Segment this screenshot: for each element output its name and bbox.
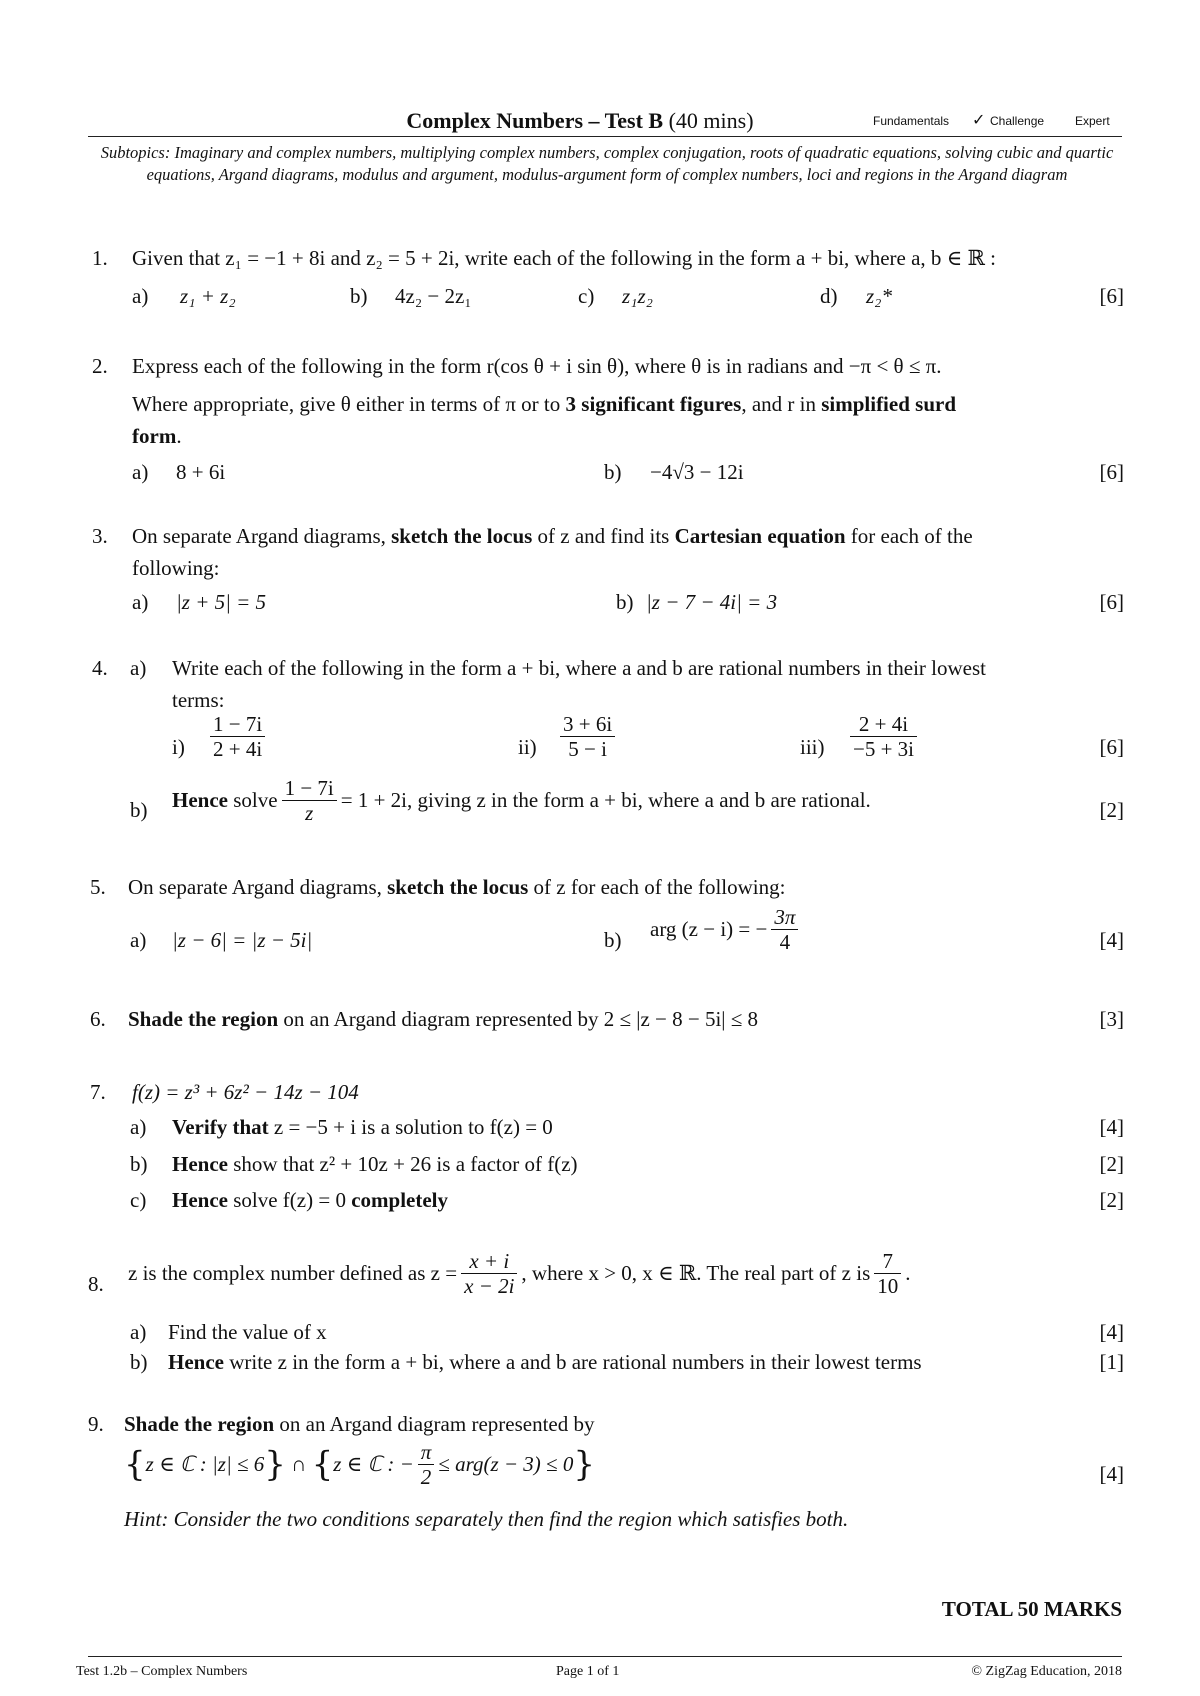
q1-stem: Given that z₁ = −1 + 8i and z₂ = 5 + 2i, write each of the following in the form a + bi, where a, b ∈ ℝ : (132, 246, 996, 270)
q1-d-label: d) (820, 284, 838, 308)
q5-stem: On separate Argand diagrams, sketch the locus of z for each of the following: (128, 875, 786, 899)
q3-a-label: a) (132, 590, 149, 614)
q4-b-marks: [2] (1099, 798, 1124, 822)
q2-stem2: Where appropriate, give θ either in terms of π or to 3 significant figures, and r in simplified surd (132, 392, 956, 416)
check-icon: ✓ (972, 112, 986, 129)
q8-a-label: a) (130, 1320, 147, 1344)
q2-number: 2. (92, 354, 108, 378)
q4-a-label: a) (130, 656, 147, 680)
q2-a: 8 + 6i (176, 460, 226, 484)
footer-page-number: Page 1 of 1 (556, 1664, 620, 1679)
q1-marks: [6] (1099, 284, 1124, 308)
q5-a: |z − 6| = |z − 5i| (172, 928, 313, 952)
q4-iii-frac: $\frac{2 + 4i}{-5 + 3i}$ (846, 712, 921, 761)
q7-b-label: b) (130, 1152, 148, 1176)
footer-divider (88, 1656, 1122, 1657)
q8-number: 8. (88, 1272, 104, 1296)
q3-a: |z + 5| = 5 (176, 590, 267, 614)
q4-a-stem2: terms: (172, 688, 225, 712)
q3-number: 3. (92, 524, 108, 548)
q5-marks: [4] (1099, 928, 1124, 952)
q1-b: 4z₂ − 2z₁ (395, 284, 472, 308)
q4-a-stem: Write each of the following in the form a + bi, where a and b are rational numbers in their lowest (172, 656, 986, 680)
q7-a: Verify that z = −5 + i is a solution to f(z) = 0 (172, 1115, 553, 1139)
q2-marks: [6] (1099, 460, 1124, 484)
q8-a: Find the value of x (168, 1320, 327, 1344)
q1-a-label: a) (132, 284, 149, 308)
q1-c: z₁z₂ (622, 284, 653, 308)
q8-b-marks: [1] (1099, 1350, 1124, 1374)
page-title: Complex Numbers – Test B (40 mins) (406, 108, 754, 133)
total-marks: TOTAL 50 MARKS (941, 1597, 1122, 1621)
q4-number: 4. (92, 656, 108, 680)
q7-c: Hence solve f(z) = 0 completely (172, 1188, 449, 1212)
q5-number: 5. (90, 875, 106, 899)
q4-ii-label: ii) (518, 735, 537, 759)
q7-function: f(z) = z³ + 6z² − 14z − 104 (132, 1080, 359, 1104)
q9-hint: Hint: Consider the two conditions separately then find the region which satisfies both. (124, 1507, 849, 1531)
q3-b: |z − 7 − 4i| = 3 (646, 590, 778, 614)
q2-stem: Express each of the following in the form r(cos θ + i sin θ), where θ is in radians and −π < θ ≤ π. (132, 354, 942, 378)
q9-marks: [4] (1099, 1462, 1124, 1486)
q4-a-marks: [6] (1099, 735, 1124, 759)
level-fundamentals: Fundamentals (873, 114, 950, 128)
q6-marks: [3] (1099, 1007, 1124, 1031)
q5-b-label: b) (604, 928, 622, 952)
q8-stem: z is the complex number defined as z = $\frac{x + i}{x - 2i}$ , where x > 0, x ∈ ℝ. The real part of z is $\frac{7}{10}$ . (128, 1249, 911, 1298)
q5-a-label: a) (130, 928, 147, 952)
q7-number: 7. (90, 1080, 106, 1104)
q8-b: Hence write z in the form a + bi, where a and b are rational numbers in their lowest terms (168, 1350, 922, 1374)
q7-b: Hence show that z² + 10z + 26 is a factor of f(z) (172, 1152, 578, 1176)
q8-a-marks: [4] (1099, 1320, 1124, 1344)
q9-set-expression: {z ∈ ℂ : |z| ≤ 6} ∩ {z ∈ ℂ : − $\frac{\pi}{2}$ ≤ arg(z − 3) ≤ 0} (124, 1440, 595, 1489)
q3-stem2: following: (132, 556, 220, 580)
q4-i-frac: $\frac{1 - 7i}{2 + 4i}$ (206, 712, 269, 761)
header-divider (88, 136, 1122, 137)
q1-b-label: b) (350, 284, 368, 308)
q3-marks: [6] (1099, 590, 1124, 614)
q2-b: −4√3 − 12i (650, 460, 744, 484)
level-challenge: Challenge (990, 114, 1045, 128)
footer-copyright: © ZigZag Education, 2018 (971, 1664, 1122, 1679)
q1-d: z₂* (866, 284, 892, 308)
q7-a-marks: [4] (1099, 1115, 1124, 1139)
q6-stem: Shade the region on an Argand diagram represented by 2 ≤ |z − 8 − 5i| ≤ 8 (128, 1007, 759, 1031)
q3-stem: On separate Argand diagrams, sketch the locus of z and find its Cartesian equation for each of the (132, 524, 973, 548)
q6-number: 6. (90, 1007, 106, 1031)
q4-iii-label: iii) (800, 735, 825, 759)
q3-b-label: b) (616, 590, 634, 614)
q1-c-label: c) (578, 284, 595, 308)
q4-b-label: b) (130, 798, 148, 822)
q4-ii-frac: $\frac{3 + 6i}{5 - i}$ (556, 712, 619, 761)
q7-b-marks: [2] (1099, 1152, 1124, 1176)
q7-a-label: a) (130, 1115, 147, 1139)
footer-left: Test 1.2b – Complex Numbers (76, 1664, 248, 1679)
q9-number: 9. (88, 1412, 104, 1436)
subtopics-text: Subtopics: Imaginary and complex numbers, multiplying complex numbers, complex conjugation, roots of quadratic equations, solving cubic and quartic equations, Argand diagrams, modulus and argument, modulus-argument form of complex numbers, loci and regions in the Argand diagram (100, 143, 1114, 184)
q4-b-text: Hence solve $\frac{1 - 7i}{z}$ = 1 + 2i, giving z in the form a + bi, where a and b are rational. (172, 776, 871, 825)
q7-c-marks: [2] (1099, 1188, 1124, 1212)
q2-a-label: a) (132, 460, 149, 484)
q5-b: arg (z − i) = − $\frac{3\pi}{4}$ (650, 905, 802, 954)
q2-stem3: form. (132, 424, 182, 448)
q7-c-label: c) (130, 1188, 147, 1212)
level-expert: Expert (1075, 114, 1110, 128)
q9-stem: Shade the region on an Argand diagram represented by (124, 1412, 595, 1436)
q1-number: 1. (92, 246, 108, 270)
q1-a: z₁ + z₂ (180, 284, 236, 308)
q2-b-label: b) (604, 460, 622, 484)
q4-i-label: i) (172, 735, 185, 759)
q8-b-label: b) (130, 1350, 148, 1374)
